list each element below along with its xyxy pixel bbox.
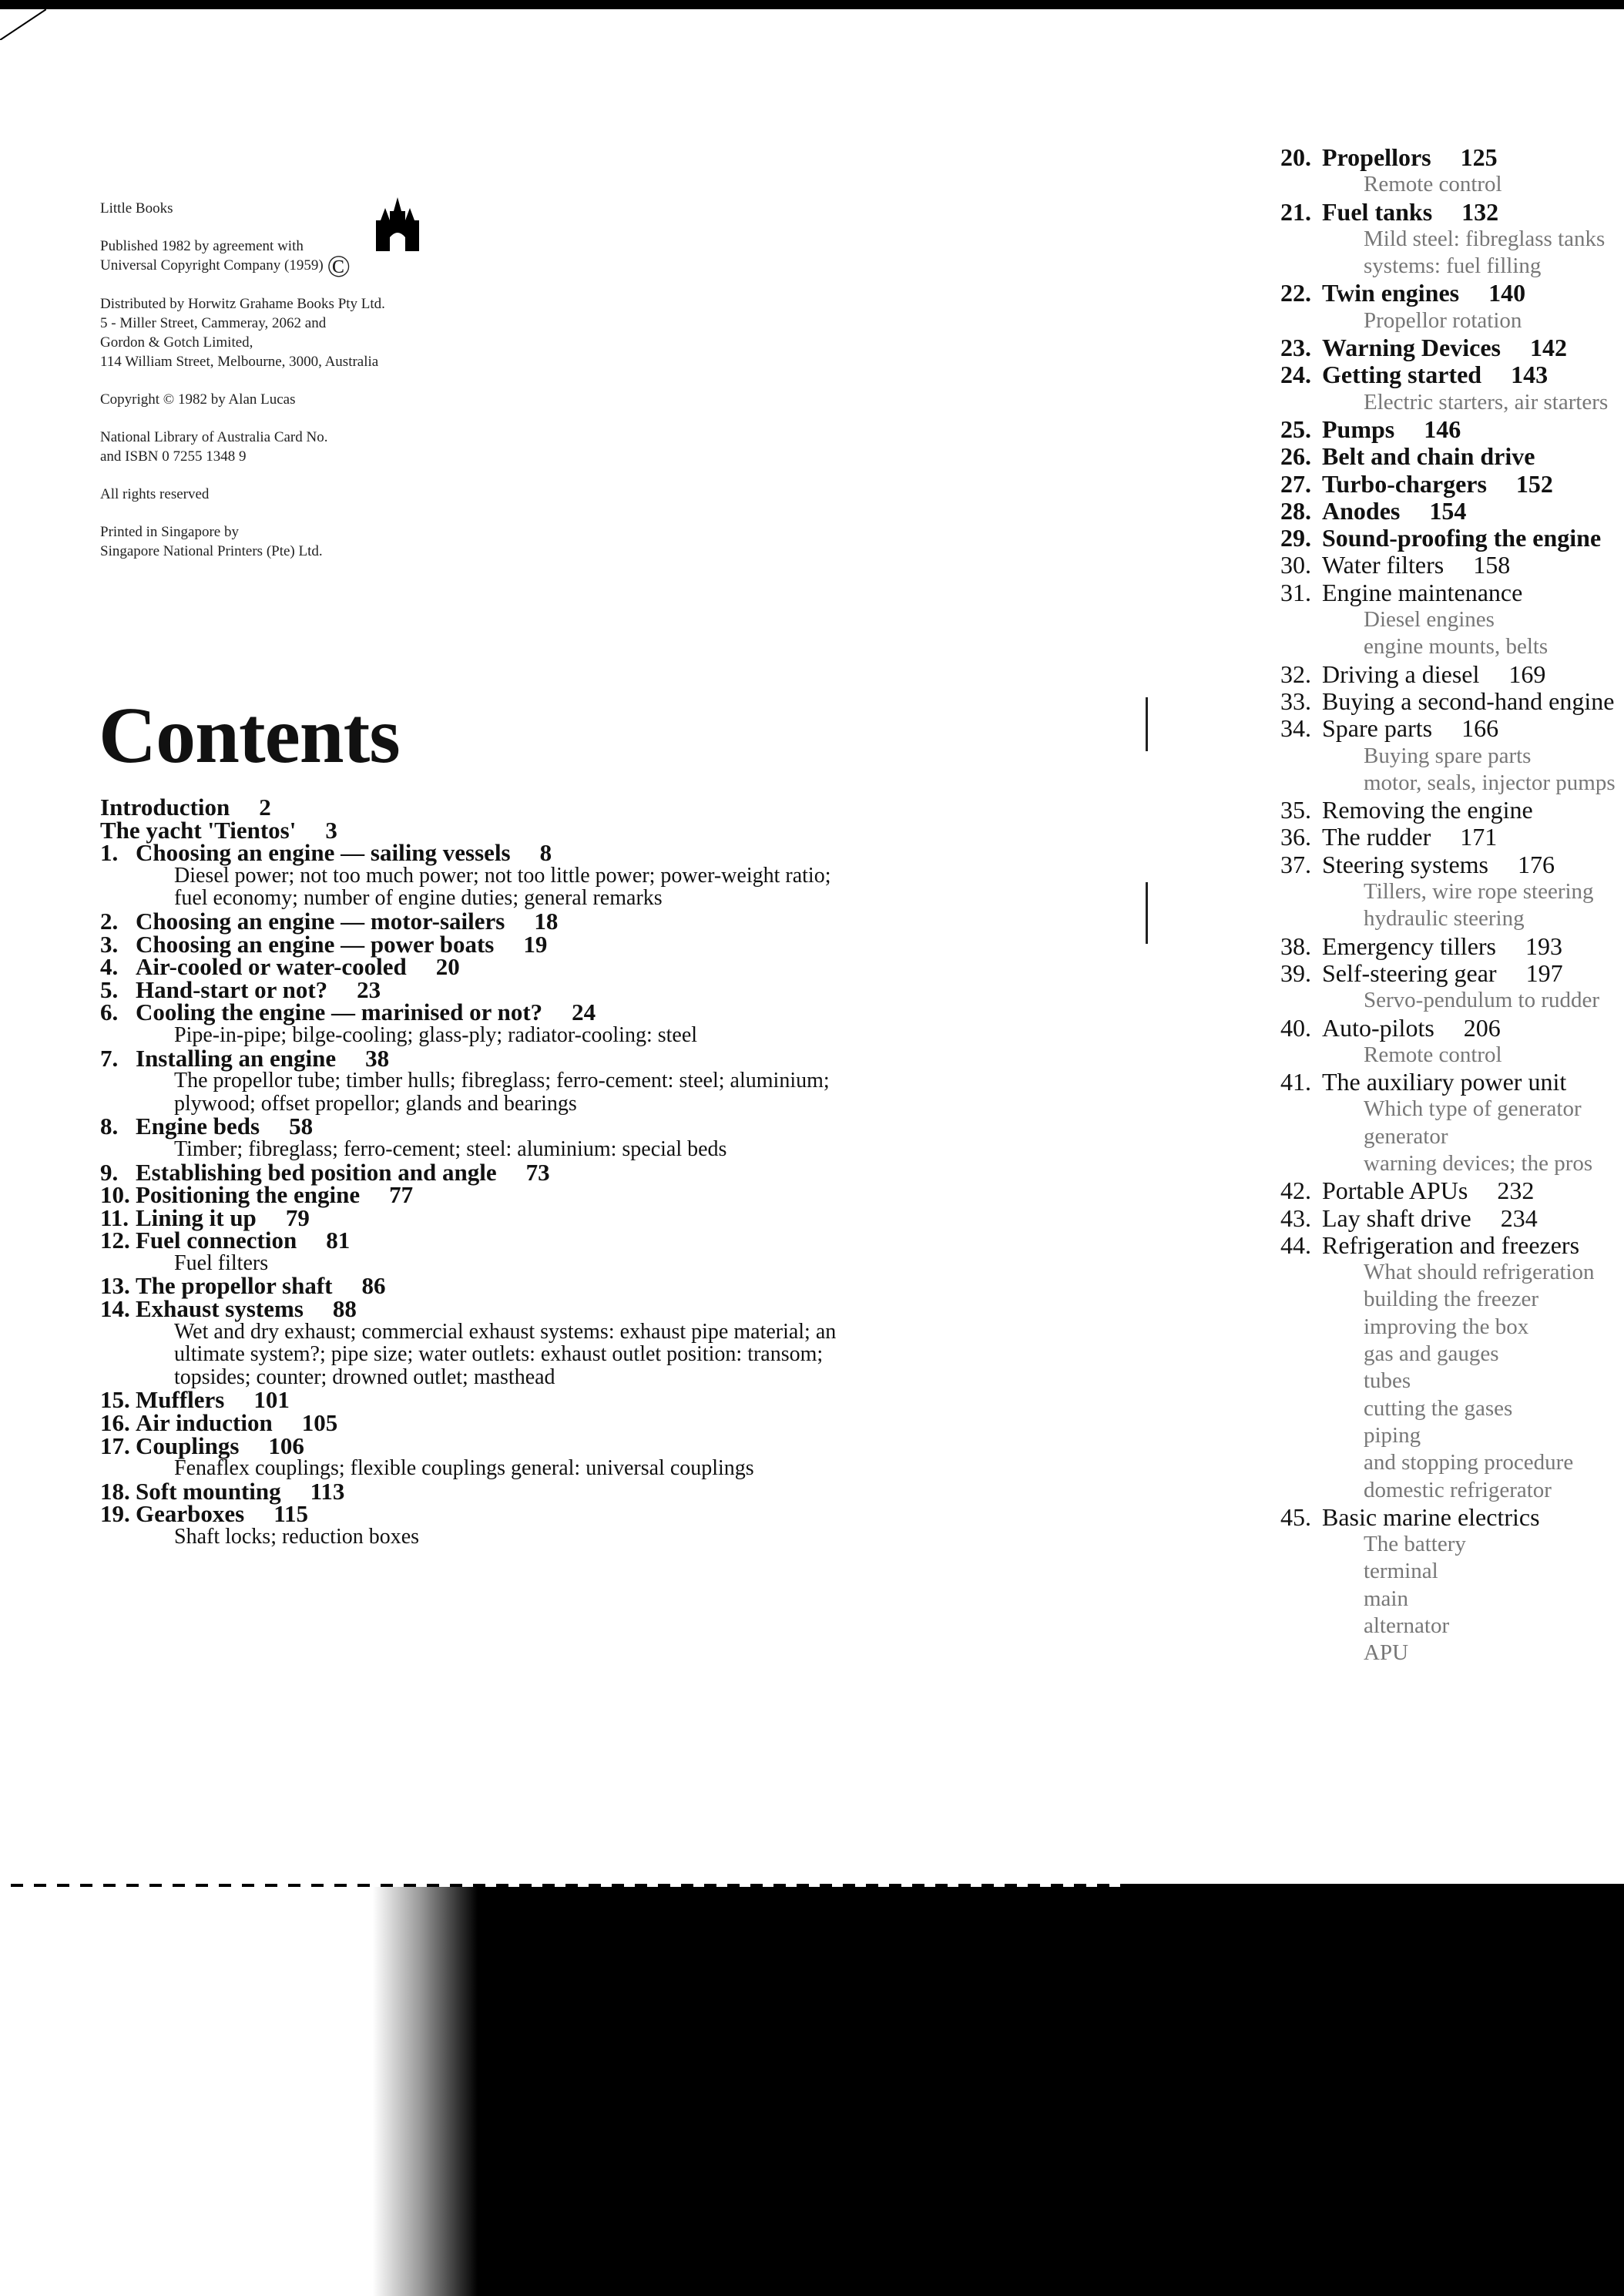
chapter-title: Twin engines [1322,279,1460,307]
toc-entry [100,907,1063,935]
chapter-subtopics: building the freezer [1364,1287,1539,1312]
toc-entry [1280,280,1624,307]
chapter-title: Getting started [1322,361,1482,389]
toc-entry [100,1477,1063,1505]
chapter-title: Introduction [100,794,230,821]
toc-entry [1280,851,1624,878]
chapter-subtopics: What should refrigeration [1364,1260,1595,1285]
toc-entry [100,1158,1063,1186]
page-number: 24 [572,999,596,1026]
chapter-subtopics: Propellor rotation [1364,307,1522,333]
chapter-title: Pumps [1322,415,1395,443]
toc-entry [1280,334,1624,361]
chapter-number: 11. [100,1203,129,1231]
toc-entry [1280,498,1624,525]
chapter-subtopics: hydraulic steering [1364,906,1525,931]
chapter-title: Cooling the engine — marinised or not? [136,999,543,1026]
page-number: 132 [1461,197,1499,226]
chapter-subtopics: Wet and dry exhaust; commercial exhaust systems: exhaust pipe material; an [174,1319,837,1344]
chapter-number: 9. [100,1158,119,1186]
toc-entry [1280,824,1624,851]
toc-entry [100,1044,1063,1072]
chapter-subtopics: gas and gauges [1364,1341,1499,1367]
page-number: 88 [332,1295,357,1323]
chapter-number: 39. [1280,958,1311,987]
chapter-subtopics: Diesel power; not too much power; not too little power; power-weight ratio; [174,863,831,888]
chapter-subtopics: APU [1364,1640,1409,1666]
chapter-number: 4. [100,953,119,981]
chapter-subtopics: Pipe-in-pipe; bilge-cooling; glass-ply; radiator-cooling: steel [174,1022,698,1047]
chapter-title: Fuel connection [136,1227,297,1254]
chapter-number: 36. [1280,823,1311,851]
chapter-title: Warning Devices [1322,334,1501,362]
chapter-title: Engine maintenance [1322,578,1523,606]
page-number: 79 [285,1203,310,1231]
copyright-symbol: © [327,249,351,284]
chapter-number: 14. [100,1295,130,1323]
page-number: 81 [326,1227,351,1254]
chapter-title: The rudder [1322,823,1431,851]
toc-entry [1280,552,1624,579]
toc-entry [100,1272,1063,1300]
page-number: 18 [534,907,559,935]
toc-entry [1280,1015,1624,1042]
chapter-title: Anodes [1322,496,1401,525]
chapter-subtopics: cutting the gases [1364,1395,1513,1421]
chapter-number: 43. [1280,1203,1311,1232]
chapter-number: 15. [100,1386,130,1414]
chapter-subtopics: systems: fuel filling [1364,253,1542,279]
printer-note: Printed in Singapore by Singapore National Printers (Pte) Ltd. [100,524,323,560]
binding-mark [1146,697,1148,751]
chapter-subtopics: motor, seals, injector pumps [1364,770,1616,795]
published-note: Published 1982 by agreement with Universal Copyright Company (1959) © [100,238,351,284]
chapter-title: Establishing bed position and angle [136,1158,497,1186]
chapter-title: Sound-proofing the engine [1322,524,1602,552]
chapter-number: 16. [100,1409,130,1437]
chapter-subtopics: Which type of generator [1364,1096,1582,1122]
toc-entry [1280,933,1624,960]
chapter-number: 45. [1280,1502,1311,1531]
chapter-subtopics: Remote control [1364,172,1502,197]
toc-entry [100,1502,1063,1526]
chapter-title: Soft mounting [136,1477,281,1505]
page-number: 154 [1429,496,1467,525]
chapter-number: 22. [1280,279,1311,307]
chapter-number: 8. [100,1113,119,1140]
page-number: 206 [1463,1013,1501,1042]
chapter-number: 1. [100,839,119,867]
page-number: 197 [1525,958,1563,987]
chapter-title: Gearboxes [136,1500,245,1528]
chapter-number: 13. [100,1272,130,1300]
toc-entry [100,796,1063,819]
page-number: 171 [1460,823,1498,851]
chapter-title: Driving a diesel [1322,660,1480,688]
chapter-title: The propellor shaft [136,1272,333,1300]
page-number: 38 [365,1044,390,1072]
chapter-title: Exhaust systems [136,1295,304,1323]
chapter-subtopics: Shaft locks; reduction boxes [174,1525,420,1549]
chapter-subtopics: Diesel engines [1364,607,1495,633]
chapter-title: Hand-start or not? [136,975,328,1003]
chapter-title: Emergency tillers [1322,931,1496,960]
copyright-line: Copyright © 1982 by Alan Lucas [100,391,296,408]
scan-torn-edge [0,1884,478,2296]
toc-entry [1280,471,1624,498]
chapter-number: 29. [1280,524,1311,552]
chapter-subtopics: Timber; fibreglass; ferro-cement; steel: aluminium: special beds [174,1136,727,1161]
page-number: 142 [1529,334,1567,362]
page-number: 23 [357,975,381,1003]
chapter-title: Self-steering gear [1322,958,1497,987]
chapter-subtopics: terminal [1364,1559,1438,1584]
castle-logo-icon [376,197,419,251]
chapter-subtopics: The propellor tube; timber hulls; fibreglass; ferro-cement: steel; aluminium; [174,1069,830,1093]
toc-entry [100,1115,1063,1138]
chapter-number: 32. [1280,660,1311,688]
chapter-subtopics: domestic refrigerator [1364,1477,1552,1502]
toc-entry [1280,661,1624,688]
page-number: 169 [1508,660,1546,688]
toc-entry [1280,688,1624,715]
chapter-subtopics: fuel economy; number of engine duties; general remarks [174,886,663,911]
chapter-title: Steering systems [1322,850,1488,878]
chapter-number: 30. [1280,551,1311,579]
toc-entry [1280,1232,1624,1259]
toc-entry [1280,1177,1624,1204]
toc-entry [1280,1504,1624,1531]
chapter-subtopics: ultimate system?; pipe size; water outlets: exhaust outlet position: transom; [174,1342,824,1367]
contents-heading: Contents [99,691,400,780]
toc-entry [100,1297,1063,1321]
toc-entry [1280,199,1624,226]
toc-entry [100,1203,1063,1231]
toc-entry [1280,715,1624,742]
page-number: 105 [301,1409,338,1437]
chapter-number: 34. [1280,714,1311,743]
toc-entry [100,1432,1063,1459]
page-number: 158 [1473,551,1511,579]
toc-entry [1280,525,1624,552]
page-number: 234 [1500,1203,1538,1232]
chapter-number: 23. [1280,334,1311,362]
toc-entry [100,1229,1063,1252]
chapter-title: Positioning the engine [136,1181,361,1209]
chapter-title: Lay shaft drive [1322,1203,1471,1232]
chapter-title: Choosing an engine — power boats [136,930,495,958]
toc-entry [1280,797,1624,824]
chapter-number: 7. [100,1044,119,1072]
page-number: 152 [1515,469,1553,498]
chapter-number: 31. [1280,578,1311,606]
chapter-number: 24. [1280,361,1311,389]
chapter-subtopics: piping [1364,1422,1421,1448]
publisher-name: Little Books [100,200,173,217]
chapter-number: 27. [1280,469,1311,498]
page-corner-line [0,9,46,40]
chapter-subtopics: tubes [1364,1368,1411,1394]
toc-entry [100,816,1063,844]
toc-entry [100,1388,1063,1412]
page-number: 19 [523,930,548,958]
page-number: 58 [289,1113,314,1140]
chapter-number: 3. [100,930,119,958]
toc-entry [1280,416,1624,443]
chapter-subtopics: Buying spare parts [1364,743,1532,768]
chapter-number: 33. [1280,686,1311,715]
chapter-title: The auxiliary power unit [1322,1068,1567,1096]
chapter-title: Buying a second-hand engine [1322,686,1615,715]
chapter-subtopics: Electric starters, air starters [1364,389,1609,415]
chapter-number: 17. [100,1432,130,1459]
chapter-number: 6. [100,999,119,1026]
page-number: 232 [1497,1177,1535,1205]
chapter-title: Spare parts [1322,714,1433,743]
toc-entry [1280,1069,1624,1096]
chapter-title: Installing an engine [136,1044,337,1072]
toc-right-column [1280,144,1624,1667]
page-number: 8 [539,839,552,867]
page-number: 140 [1488,279,1526,307]
chapter-number: 25. [1280,415,1311,443]
chapter-subtopics: Fuel filters [174,1250,269,1275]
chapter-title: Portable APUs [1322,1177,1468,1205]
isbn-note: National Library of Australia Card No. and ISBN 0 7255 1348 9 [100,429,328,465]
toc-entry [100,953,1063,981]
page-number: 113 [310,1477,345,1505]
chapter-number: 26. [1280,442,1311,471]
chapter-title: Fuel tanks [1322,197,1433,226]
toc-left-column [100,796,1063,1549]
chapter-number: 21. [1280,197,1311,226]
chapter-subtopics: main [1364,1586,1408,1611]
chapter-number: 37. [1280,850,1311,878]
toc-entry [100,1183,1063,1207]
page-number: 73 [525,1158,550,1186]
page-number: 20 [435,953,460,981]
binding-mark [1146,882,1148,944]
chapter-number: 18. [100,1477,130,1505]
imprint-block [100,199,385,579]
chapter-subtopics: plywood; offset propellor; glands and bearings [174,1091,577,1116]
toc-entry [100,930,1063,958]
chapter-subtopics: topsides; counter; drowned outlet; masthead [174,1365,555,1389]
scan-top-border [0,0,1624,9]
toc-entry [100,1001,1063,1024]
chapter-title: Belt and chain drive [1322,442,1535,471]
chapter-subtopics: and stopping procedure [1364,1450,1574,1475]
page-number: 2 [259,794,271,821]
chapter-title: Auto-pilots [1322,1013,1434,1042]
toc-entry [1280,579,1624,606]
toc-entry [1280,960,1624,987]
chapter-number: 35. [1280,796,1311,824]
rights-note: All rights reserved [100,486,210,503]
page-number: 77 [389,1181,414,1209]
chapter-number: 10. [100,1181,130,1209]
chapter-subtopics: generator [1364,1123,1448,1149]
toc-entry [100,975,1063,1003]
chapter-subtopics: warning devices; the pros [1364,1150,1593,1176]
chapter-subtopics: Servo-pendulum to rudder [1364,988,1600,1013]
chapter-number: 28. [1280,496,1311,525]
chapter-number: 40. [1280,1013,1311,1042]
page-number: 143 [1511,361,1549,389]
chapter-subtopics: Tillers, wire rope steering [1364,879,1594,905]
toc-entry [100,1409,1063,1437]
chapter-title: Removing the engine [1322,796,1533,824]
chapter-subtopics: Mild steel: fibreglass tanks [1364,226,1606,251]
chapter-title: Refrigeration and freezers [1322,1230,1580,1259]
chapter-subtopics: Remote control [1364,1042,1502,1067]
toc-entry [1280,1205,1624,1232]
page-number: 101 [253,1386,290,1414]
chapter-title: Air-cooled or water-cooled [136,953,407,981]
chapter-number: 42. [1280,1177,1311,1205]
toc-entry [1280,443,1624,470]
chapter-title: Engine beds [136,1113,260,1140]
page-number: 106 [268,1432,304,1459]
chapter-title: Mufflers [136,1386,225,1414]
chapter-number: 2. [100,907,119,935]
scan-edge-line [0,1884,1125,1887]
chapter-subtopics: alternator [1364,1613,1450,1639]
page-number: 193 [1525,931,1562,960]
chapter-subtopics: improving the box [1364,1314,1529,1339]
chapter-title: Propellors [1322,144,1431,171]
chapter-title: Lining it up [136,1203,257,1231]
chapter-number: 19. [100,1500,130,1528]
chapter-title: Couplings [136,1432,240,1459]
chapter-subtopics: Fenaflex couplings; flexible couplings general: universal couplings [174,1456,754,1481]
page-number: 86 [361,1272,386,1300]
chapter-number: 44. [1280,1230,1311,1259]
page-number: 176 [1517,850,1555,878]
chapter-number: 5. [100,975,119,1003]
chapter-title: Basic marine electrics [1322,1502,1540,1531]
chapter-title: Turbo-chargers [1322,469,1487,498]
chapter-title: Water filters [1322,551,1444,579]
chapter-subtopics: engine mounts, belts [1364,634,1549,660]
distributor-note: Distributed by Horwitz Grahame Books Pty Ltd. 5 - Miller Street, Cammeray, 2062 and Gordon & Gotch Limited, 114 William Street, Melbourne, 3000, Australia [100,296,385,371]
chapter-number: 38. [1280,931,1311,960]
toc-entry [100,839,1063,867]
page-number: 3 [325,816,337,844]
page-number: 166 [1461,714,1499,743]
chapter-title: The yacht 'Tientos' [100,816,297,844]
chapter-number: 41. [1280,1068,1311,1096]
chapter-title: Choosing an engine — sailing vessels [136,839,511,867]
chapter-number: 12. [100,1227,130,1254]
page-number: 125 [1460,144,1498,171]
chapter-subtopics: The battery [1364,1532,1466,1557]
page-number: 115 [273,1500,308,1528]
toc-entry [1280,144,1624,171]
page-number: 146 [1424,415,1461,443]
toc-entry [1280,361,1624,388]
chapter-title: Air induction [136,1409,273,1437]
chapter-number: 20. [1280,144,1311,171]
chapter-title: Choosing an engine — motor-sailers [136,907,505,935]
